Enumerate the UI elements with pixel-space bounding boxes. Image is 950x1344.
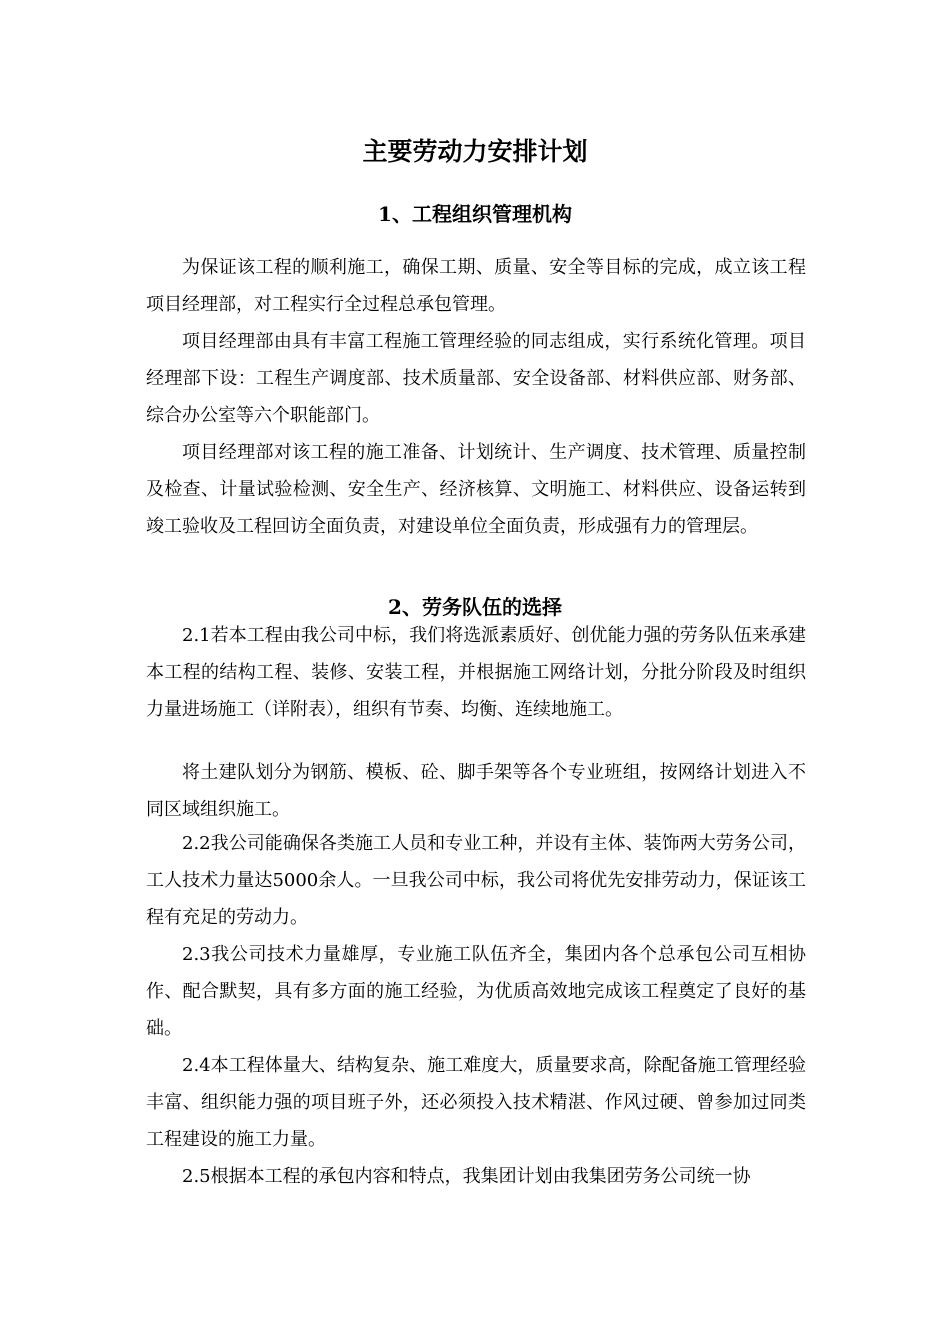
- section-heading-1: 1、工程组织管理机构: [378, 202, 572, 226]
- paragraph: 2.4本工程体量大、结构复杂、施工难度大，质量要求高，除配备施工管理经验丰富、组织能力强的项目班子外，还必须投入技术精湛、作风过硬、曾参加过同类工程建设的施工力量。: [146, 1055, 806, 1150]
- paragraph: 2.2我公司能确保各类施工人员和专业工种，并设有主体、装饰两大劳务公司，工人技术力量达5000余人。一旦我公司中标，我公司将优先安排劳动力，保证该工程有充足的劳动力。: [146, 833, 806, 928]
- paragraph: 2.1若本工程由我公司中标，我们将选派素质好、创优能力强的劳务队伍来承建本工程的结构工程、装修、安装工程，并根据施工网络计划，分批分阶段及时组织力量进场施工（详附表），组织有节奏、均衡、连续地施工。: [146, 625, 806, 720]
- page-title: 主要劳动力安排计划: [362, 137, 588, 166]
- paragraph: 2.3我公司技术力量雄厚，专业施工队伍齐全，集团内各个总承包公司互相协作、配合默契，具有多方面的施工经验，为优质高效地完成该工程奠定了良好的基础。: [146, 944, 806, 1039]
- paragraph: 将土建队划分为钢筋、模板、砼、脚手架等各个专业班组，按网络计划进入不同区域组织施工。: [146, 762, 806, 820]
- paragraph: 项目经理部对该工程的施工准备、计划统计、生产调度、技术管理、质量控制及检查、计量试验检测、安全生产、经济核算、文明施工、材料供应、设备运转到竣工验收及工程回访全面负责，对建设单位全面负责，形成强有力的管理层。: [146, 442, 806, 537]
- paragraph: 项目经理部由具有丰富工程施工管理经验的同志组成，实行系统化管理。项目经理部下设：工程生产调度部、技术质量部、安全设备部、材料供应部、财务部、综合办公室等六个职能部门。: [146, 331, 806, 426]
- section-heading-2: 2、劳务队伍的选择: [388, 595, 562, 619]
- paragraph: 2.5根据本工程的承包内容和特点，我集团计划由我集团劳务公司统一协: [182, 1166, 751, 1187]
- paragraph: 为保证该工程的顺利施工，确保工期、质量、安全等目标的完成，成立该工程项目经理部，对工程实行全过程总承包管理。: [146, 257, 806, 315]
